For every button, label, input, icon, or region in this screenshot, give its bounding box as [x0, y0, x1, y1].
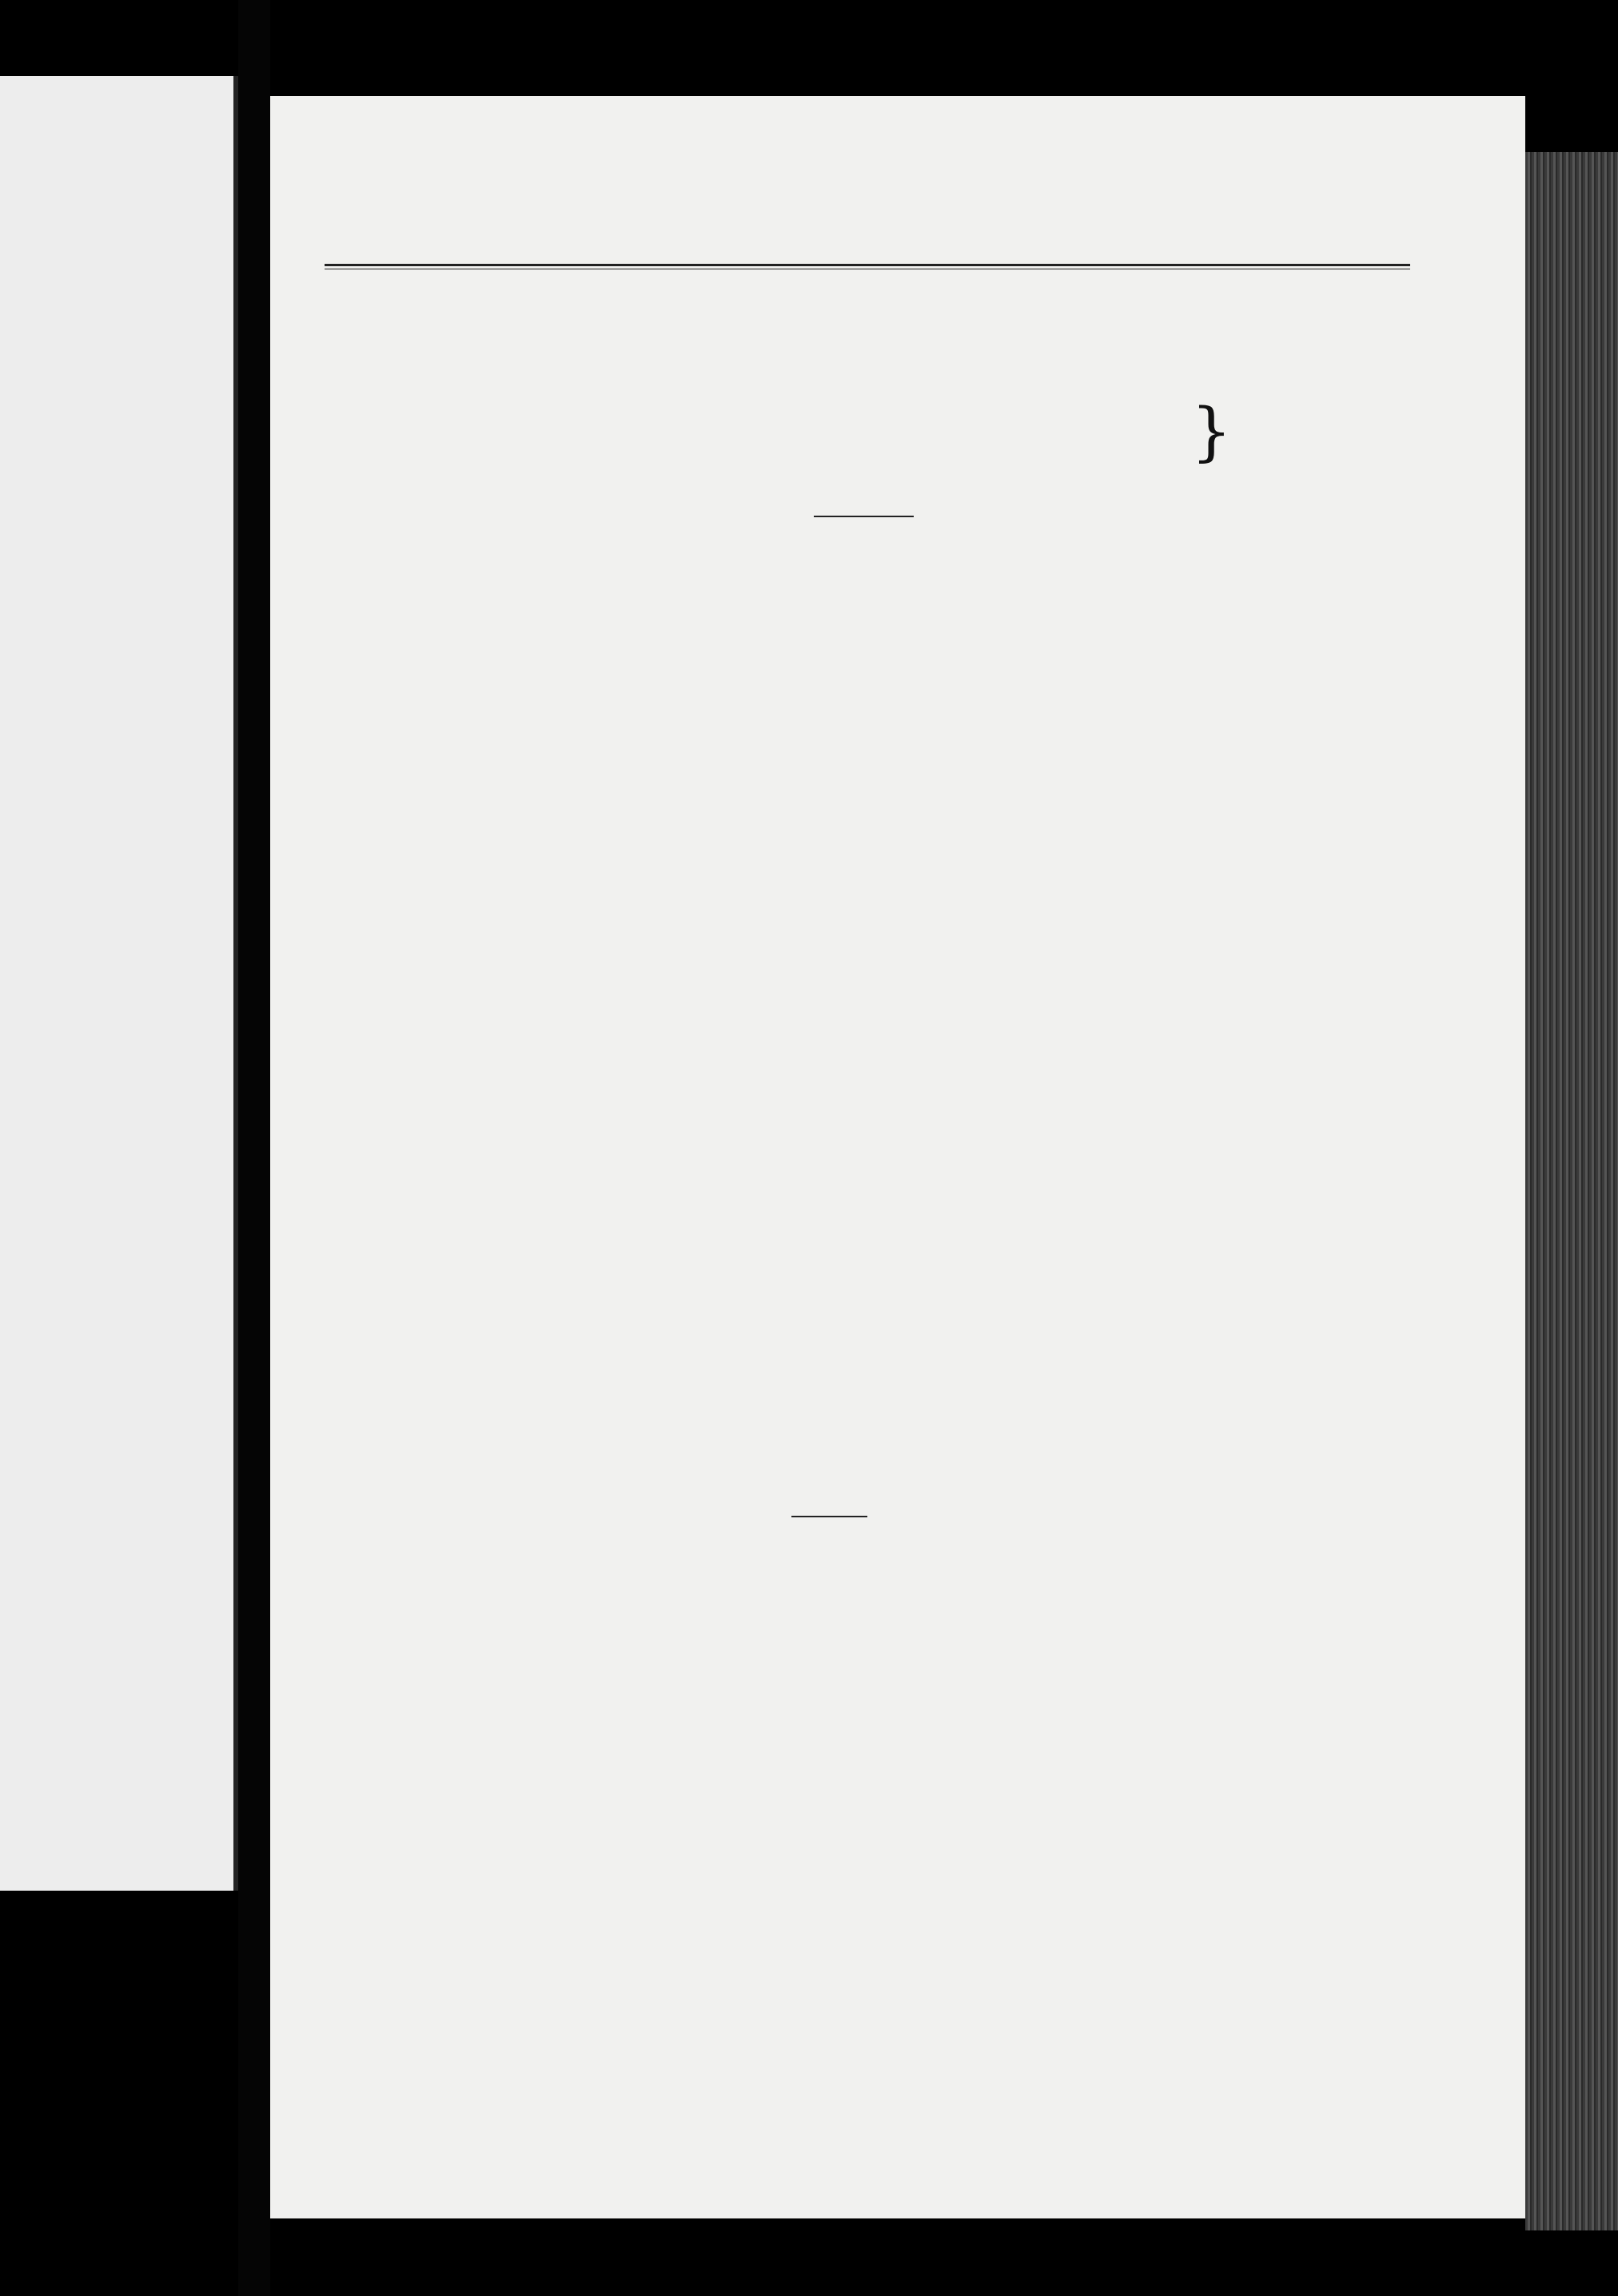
main-page — [270, 96, 1525, 2218]
auditors-brace: } — [1191, 394, 1232, 468]
members-divider — [791, 1516, 867, 1517]
header-rule — [325, 264, 1410, 266]
left-facing-page — [0, 76, 238, 1891]
page-edges — [1525, 152, 1618, 2230]
book-gutter — [238, 0, 270, 2296]
section-divider — [814, 516, 914, 517]
